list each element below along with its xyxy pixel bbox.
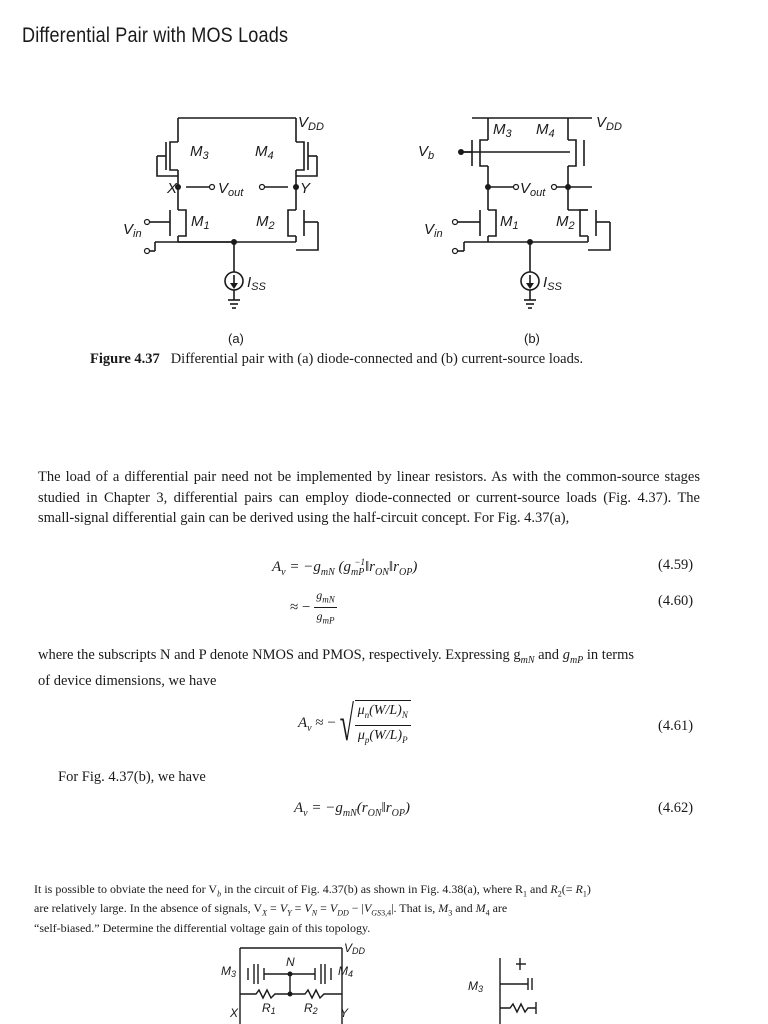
figure-caption: Figure 4.37 Differential pair with (a) diode-connected and (b) current-source loads. [90,351,584,367]
example-problem: It is possible to obviate the need for $V_b$ in the circuit of Fig. 4.37(b) as shown in Fig. 4.38(a), where $R_1$ and $R_2(= R_1)$ are relatively large. In the absence of signals, $V_X = V_Y = V_N = V_{DD} - |V_{GS3,4}|$. That is, $M_3$ and $M_4$ are “self-biased.” Determine the differential voltage gain of this topology. [34,882,591,935]
vin-label-a: $V_{in}$ [123,221,142,240]
m4-label-bottom: M4 [338,964,354,979]
vdd-label-b: $V_{DD}$ [596,114,622,133]
equation-number-4-62: (4.62) [658,800,694,816]
y-label-a: Y [300,180,311,197]
m3-label-a: $M_3$ [190,143,209,162]
m2-label-a: $M_2$ [256,213,275,232]
m4-label-b: $M_4$ [536,121,555,140]
x-label-bottom: X [230,1006,239,1020]
r1-label: R1 [262,1001,276,1016]
figure-4-38-partial [0,940,768,1024]
equation-4-59: $A_v = -g_{mN}$ $(g_{mP}^{-1}‖r_{ON}‖r_{OP})$ [272,557,418,578]
subfigure-a-label: (a) [228,331,244,346]
paragraph-fig-b: For Fig. 4.37(b), we have [58,769,206,785]
equation-4-61: $A_v$ ≈ − √ $\frac{\mu_n(W/L)_N}{\mu_p(W/L)_P}$ [298,700,411,750]
equation-number-4-61: (4.61) [658,718,694,734]
n-label: N [286,955,295,969]
equation-4-60: ≈ − $g_{mN}$ $g_{mP}$ [290,588,335,626]
vdd-label-bottom: VDD [344,941,366,956]
subfigure-b-label: (b) [524,331,540,346]
iss-label-b: $I_{SS}$ [543,274,562,293]
vin-label-b: $V_{in}$ [424,221,443,240]
r2-label: R2 [304,1001,318,1016]
vdd-label-a: $V_{DD}$ [298,114,324,133]
paragraph-intro: The load of a differential pair need not be implemented by linear resistors. As with the common-source stages studied in Chapter 3, differential pairs can employ diode-connected or current-source loads (Fig. 4.37). The small-signal differential gain can be derived using the half-circuit concept. For Fig. 4.37(a), [38,469,700,526]
paragraph-subscripts: where the subscripts N and P denote NMOS and PMOS, respectively. Expressing $g_{mN}$ and $g_{mP}$ in terms of device dimensions, we have [38,647,635,690]
vout-label-a: $V_{out}$ [218,180,244,199]
vout-label-b: $V_{out}$ [520,180,546,199]
m2-label-b: $M_2$ [556,213,575,232]
m3-label-b: $M_3$ [493,121,512,140]
y-label-bottom: Y [340,1006,349,1020]
figure-4-37-schematic [0,95,768,350]
m3-label-bottom-right: M3 [468,979,484,994]
m3-label-bottom: M3 [221,964,237,979]
equation-number-4-60: (4.60) [658,593,694,609]
m4-label-a: $M_4$ [255,143,274,162]
x-label-a: X [167,180,178,197]
equation-4-62: $A_v$ = $-g_{mN}(r_{ON}‖r_{OP})$ [294,800,410,819]
iss-label-a: $I_{SS}$ [247,274,266,293]
page-title: Differential Pair with MOS Loads [22,24,289,47]
vb-label: $V_b$ [418,143,435,162]
m1-label-a: $M_1$ [191,213,210,232]
equation-number-4-59: (4.59) [658,557,694,573]
m1-label-b: $M_1$ [500,213,519,232]
